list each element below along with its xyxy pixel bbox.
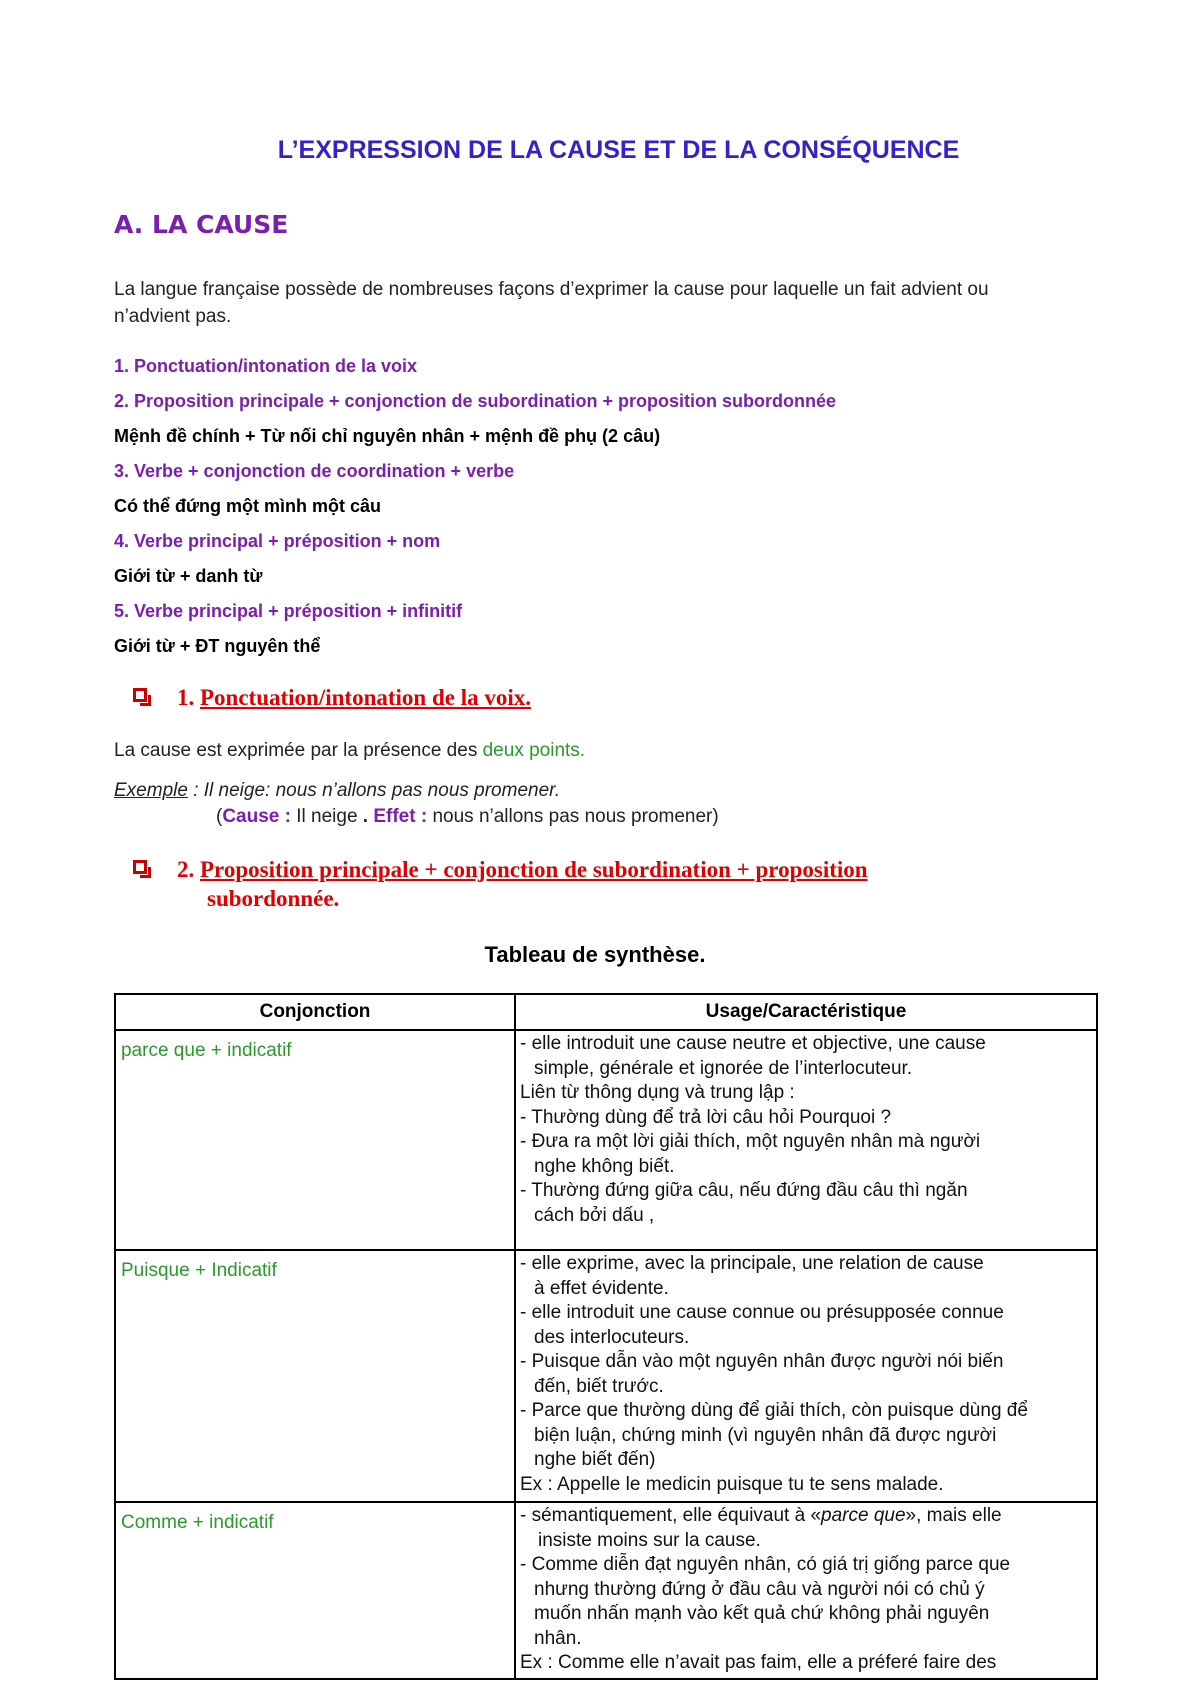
sub1-text: La cause est exprimée par la présence des: [114, 740, 483, 761]
usage-text: - sémantiquement, elle équivaut à «: [520, 1505, 822, 1526]
checkbox-bullet-icon: [133, 688, 147, 702]
sub-heading-2-label-line1: Proposition principale + conjonction de subordination + proposition: [200, 857, 868, 882]
way-5-vi: Giới từ + ĐT nguyên thể: [114, 636, 321, 656]
conj-cell: Puisque + Indicatif: [115, 1250, 515, 1502]
column-header-usage: Usage/Caractéristique: [515, 994, 1097, 1030]
table-caption: Tableau de synthèse.: [484, 942, 706, 967]
table-row: [115, 1030, 1097, 1250]
column-header-conjonction: Conjonction: [115, 994, 515, 1030]
paren-open: (: [216, 806, 223, 827]
way-2-vi: Mệnh đề chính + Từ nối chỉ nguyên nhân + mệnh đề phụ (2 câu): [114, 426, 661, 446]
usage-cell: [515, 1250, 1097, 1502]
way-2: 2. Proposition principale + conjonction de subordination + proposition subordonnée: [114, 391, 837, 411]
checkbox-bullet-icon: [133, 860, 147, 874]
usage-italic: parce que: [821, 1505, 906, 1526]
sub-heading-2-line2: [207, 886, 339, 912]
sub-heading-1-number: 1.: [177, 685, 195, 710]
usage-cell: [515, 1502, 1097, 1679]
usage-line: cách bởi dấu ,: [534, 1204, 655, 1226]
usage-line: à effet évidente.: [534, 1277, 669, 1299]
usage-line: - Parce que thường dùng để giải thích, còn puisque dùng để: [520, 1400, 1028, 1421]
usage-line: muốn nhấn mạnh vào kết quả chứ không phải nguyên: [534, 1603, 990, 1624]
cause-effet-line: [216, 806, 719, 828]
usage-line: Ex : Comme elle n’avait pas faim, elle a préferé faire des: [520, 1652, 997, 1673]
table-row: [115, 1250, 1097, 1502]
usage-cell: [515, 1030, 1097, 1250]
way-3: 3. Verbe + conjonction de coordination + verbe: [114, 461, 515, 481]
section-a-heading: A. LA CAUSE: [114, 210, 289, 239]
sub-heading-1-label: Ponctuation/intonation de la voix.: [200, 685, 531, 710]
synthesis-table: [114, 993, 1098, 1680]
usage-line: đến, biết trước.: [534, 1375, 664, 1397]
usage-line: - Đưa ra một lời giải thích, một nguyên nhân mà người: [520, 1131, 981, 1152]
usage-line: biện luận, chứng minh (vì nguyên nhân đã được người: [534, 1424, 997, 1446]
example-line: [114, 780, 560, 802]
sub-heading-2-label-line2: subordonnée.: [207, 886, 340, 911]
usage-line: - elle introduit une cause neutre et objective, une cause: [520, 1033, 986, 1054]
cause-text: Il neige: [290, 806, 363, 827]
usage-line: - elle introduit une cause connue ou présupposée connue: [520, 1302, 1004, 1323]
usage-line: nghe biết đến): [534, 1449, 656, 1470]
usage-line: nghe không biết.: [534, 1155, 675, 1177]
sub-heading-1: [177, 685, 531, 711]
usage-line: - Puisque dẫn vào một nguyên nhân được người nói biến: [520, 1351, 1004, 1372]
usage-line: - Thường đứng giữa câu, nếu đứng đầu câu thì ngăn: [520, 1180, 968, 1201]
usage-text: », mais elle: [905, 1505, 1002, 1526]
usage-line: des interlocuteurs.: [534, 1326, 690, 1348]
page-title: L’EXPRESSION DE LA CAUSE ET DE LA CONSÉQUENCE: [277, 136, 960, 164]
conj-cell: parce que + indicatif: [115, 1030, 515, 1250]
intro-paragraph: La langue française possède de nombreuses façons d’exprimer la cause pour laquelle un fait advient ou n’advient pas.: [114, 279, 989, 327]
usage-line: nhân.: [534, 1627, 582, 1649]
usage-line: insiste moins sur la cause.: [538, 1529, 761, 1551]
way-4-vi: Giới từ + danh từ: [114, 566, 263, 586]
way-5: 5. Verbe principal + préposition + infinitif: [114, 601, 463, 621]
dot-separator: .: [362, 806, 374, 827]
usage-line: - Thường dùng để trả lời câu hỏi Pourquoi ?: [520, 1106, 892, 1128]
example-text: : Il neige: nous n’allons pas nous promener.: [187, 780, 561, 801]
sub-heading-2-number: 2.: [177, 857, 195, 882]
usage-line: Liên từ thông dụng và trung lập :: [520, 1082, 795, 1103]
way-3-vi: Có thể đứng một mình một câu: [114, 496, 382, 516]
usage-line: - Comme diễn đạt nguyên nhân, có giá trị giống parce que: [520, 1554, 1011, 1575]
usage-line: [520, 1504, 1092, 1529]
usage-line: simple, générale et ignorée de l’interlocuteur.: [534, 1057, 913, 1079]
way-1: 1. Ponctuation/intonation de la voix: [114, 356, 418, 376]
effet-label: Effet :: [373, 806, 428, 827]
table-header-row: [115, 994, 1097, 1030]
table-row: [115, 1502, 1097, 1679]
sub1-paragraph: [114, 740, 585, 762]
cause-label: Cause :: [222, 806, 291, 827]
effet-text: nous n’allons pas nous promener): [427, 806, 719, 827]
conj-cell: Comme + indicatif: [115, 1502, 515, 1679]
usage-line: - elle exprime, avec la principale, une relation de cause: [520, 1253, 984, 1274]
sub1-highlight: deux points.: [482, 740, 586, 761]
example-label: Exemple: [114, 780, 188, 801]
way-4: 4. Verbe principal + préposition + nom: [114, 531, 441, 551]
sub-heading-2: [177, 857, 868, 883]
usage-line: Ex : Appelle le medicin puisque tu te sens malade.: [520, 1473, 944, 1495]
usage-line: nhưng thường đứng ở đầu câu và người nói có chủ ý: [534, 1578, 985, 1600]
